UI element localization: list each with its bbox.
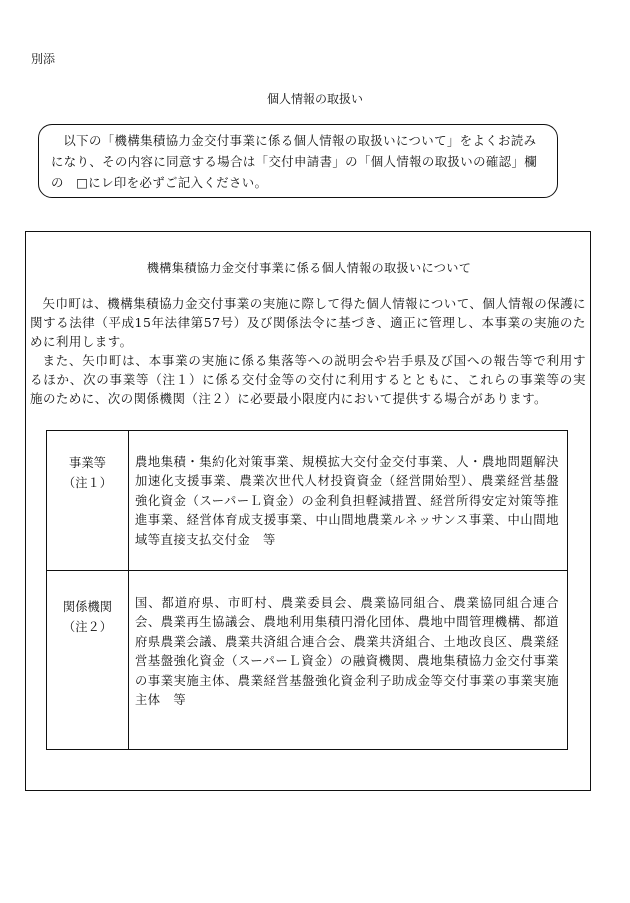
table-content-cell: 農地集積・集約化対策事業、規模拡大交付金交付事業、人・農地問題解決加速化支援事業、農業次世代人材投資資金（経営開始型）、農業経営基盤強化資金（スーパーＬ資金）の金利負担軽減措置、経営所得安定対策等推進事業、経営体育成支援事業、中山間地農業ルネッサンス事業、中山間地域等直接支払交付金 等 <box>135 455 559 547</box>
document-title: 個人情報の取扱い <box>266 92 363 106</box>
policy-title: 機構集積協力金交付事業に係る個人情報の取扱いについて <box>146 261 472 275</box>
table-row <box>47 571 567 749</box>
attachment-label: 別添 <box>31 52 56 66</box>
table-row <box>47 431 567 571</box>
notice-text: 以下の「機構集積協力金交付事業に係る個人情報の取扱いについて」をよくお読みになり、その内容に同意する場合は「交付申請書」の「個人情報の取扱いの確認」欄の <box>51 133 538 190</box>
notice-box <box>38 124 558 198</box>
row-note: （注１） <box>62 475 113 490</box>
table-label-cell <box>47 431 129 570</box>
row-label: 関係機関 <box>62 600 113 614</box>
notice-text-end: 印を必ずご記入ください。 <box>113 175 268 190</box>
info-table <box>46 430 568 750</box>
row-note: （注２） <box>62 619 113 634</box>
check-mark-text: にレ <box>88 175 114 190</box>
policy-paragraph-2: また、矢巾町は、本事業の実施に係る集落等への説明会や岩手県及び国への報告等で利用するほか、次の事業等（注１）に係る交付金等の交付に利用するとともに、これらの事業等の実施のために、次の関係機関（注２）に必要最小限度内において提供する場合があります。 <box>30 353 586 407</box>
table-label-cell <box>47 571 129 749</box>
policy-paragraph-1: 矢巾町は、機構集積協力金交付事業の実施に際して得た個人情報について、個人情報の保護に関する法律（平成15年法律第57号）及び関係法令に基づき、適正に管理し、本事業の実施のために利用します。 <box>30 296 586 350</box>
policy-frame <box>25 231 591 791</box>
checkbox-icon: □ <box>76 175 89 190</box>
table-content-cell: 国、都道府県、市町村、農業委員会、農業協同組合、農業協同組合連合会、農業再生協議会、農地利用集積円滑化団体、農地中間管理機構、都道府県農業会議、農業共済組合連合会、農業共済組合、土地改良区、農業経営基盤強化資金（スーパーＬ資金）の融資機関、農地集積協力金交付事業の事業実施主体、農業経営基盤強化資金利子助成金等交付事業の事業実施主体 等 <box>135 596 559 708</box>
row-label: 事業等 <box>69 456 106 470</box>
